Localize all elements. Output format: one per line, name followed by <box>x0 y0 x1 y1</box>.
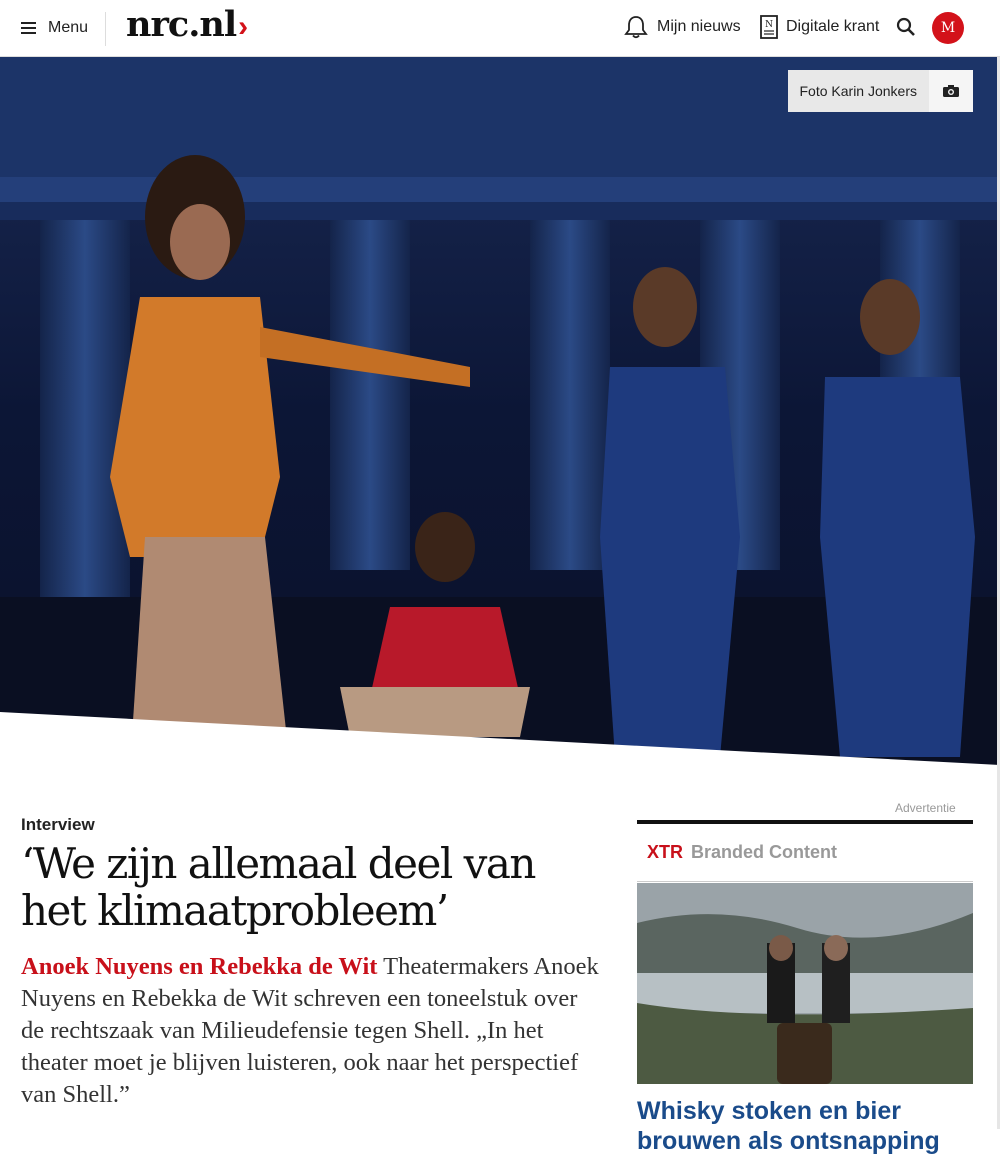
stage-photo <box>0 57 1000 767</box>
digitale-krant-link[interactable] <box>760 15 879 39</box>
logo-chevron: › <box>238 10 248 43</box>
header-divider <box>105 12 106 46</box>
newspaper-icon <box>760 15 778 39</box>
intro-text: Theatermakers Anoek Nuyens en Rebekka de Wit schreven een toneelstuk over de rechtszaak van Milieudefensie tegen Shell. „In het theater moet je blijven luisteren, ook naar het perspectief van Shell.” <box>21 953 599 1108</box>
hamburger-icon <box>21 22 36 34</box>
site-header <box>0 0 1000 57</box>
bell-icon <box>623 15 649 39</box>
search-icon[interactable] <box>896 17 916 37</box>
mijn-nieuws-link[interactable] <box>623 15 741 39</box>
menu-button[interactable] <box>21 16 88 40</box>
ad-title[interactable]: Whisky stoken en bier brouwen als ontsnapping <box>637 1097 940 1155</box>
ad-label: Advertentie <box>895 801 956 815</box>
xtr-label: XTR <box>647 842 683 862</box>
svg-text:N: N <box>765 20 773 30</box>
ad-brand <box>647 842 837 863</box>
hero-photo <box>0 57 1000 767</box>
digitale-krant-label: Digitale krant <box>786 18 880 35</box>
user-avatar[interactable]: M <box>932 12 964 44</box>
logo-text: nrc.nl <box>126 4 237 45</box>
nrc-logo[interactable] <box>126 4 247 45</box>
photo-credit-text: Foto Karin Jonkers <box>788 70 930 112</box>
branded-content-label: Branded Content <box>691 842 837 862</box>
camera-button[interactable] <box>929 70 973 112</box>
article-intro <box>21 951 606 1111</box>
ad-divider <box>637 881 973 882</box>
article-headline: ‘We zijn allemaal deel van het klimaatprobleem’ <box>21 839 535 935</box>
article-kicker: Interview <box>21 815 95 834</box>
camera-icon <box>942 84 960 98</box>
menu-label: Menu <box>48 19 89 36</box>
photo-credit <box>788 70 974 112</box>
whisky-coast-photo <box>637 883 973 1084</box>
ad-image[interactable] <box>637 883 973 1084</box>
branded-content-ad[interactable] <box>637 820 973 1155</box>
intro-names: Anoek Nuyens en Rebekka de Wit <box>21 953 378 980</box>
mijn-nieuws-label: Mijn nieuws <box>657 18 741 35</box>
